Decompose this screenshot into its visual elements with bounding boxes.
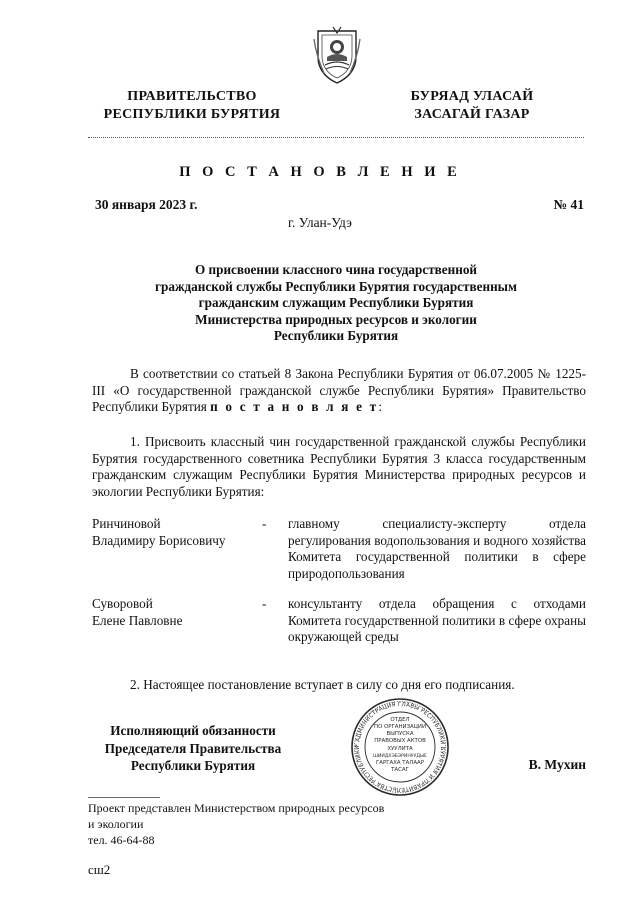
subject-line: Республики Бурятия xyxy=(273,328,399,343)
row-dash: - xyxy=(262,596,267,611)
signatory-line: Председателя Правительства xyxy=(104,740,282,756)
intro-paragraph xyxy=(92,366,586,416)
document-city: г. Улан-Удэ xyxy=(288,215,352,230)
person-position: главному специалисту-эксперту отдела регулирования водопользования и водного хозяйства Комитета государственной политики в сфере природопользования xyxy=(288,516,586,581)
person-given-names: Владимиру Борисовичу xyxy=(92,532,226,548)
person-given-names: Елене Павловне xyxy=(92,612,183,628)
intro-colon: : xyxy=(378,399,382,415)
person-name xyxy=(92,596,262,629)
seal-ring-text: * АДМИНИСТРАЦИЯ ГЛАВЫ РЕСПУБЛИКИ БУРЯТИЯ И ПРАВИТЕЛЬСТВА РЕСПУБЛИКИ xyxy=(354,701,446,793)
header-right-line2: ЗАСАГАЙ ГАЗАР xyxy=(414,107,530,122)
svg-text:* АДМИНИСТРАЦИЯ ГЛАВЫ РЕСПУБЛИ xyxy=(350,697,445,792)
header-left xyxy=(92,88,292,124)
subject-line: Министерства природных ресурсов и экологии xyxy=(195,311,477,327)
table-row xyxy=(92,596,586,666)
header-right-line1: БУРЯАД УЛАСАЙ xyxy=(410,89,534,104)
header-right xyxy=(392,88,552,124)
footnote-line: и экологии xyxy=(88,817,144,831)
header-left-line2: РЕСПУБЛИКИ БУРЯТИЯ xyxy=(103,107,281,122)
subject-line: гражданским служащим Республики Бурятия xyxy=(198,295,474,310)
signatory-title xyxy=(88,722,298,775)
document-subject xyxy=(88,262,584,345)
document-number: № 41 xyxy=(553,197,584,212)
seal-line: ТАСАГ xyxy=(391,767,409,773)
intro-text: В соответствии со статьей 8 Закона Республики Бурятия от 06.07.2005 № 1225-III «О государственной гражданской службе Республики Бурятия» Правительство Республики Бурятия xyxy=(92,366,586,415)
coat-of-arms-icon xyxy=(312,25,362,85)
signatory-line: Республики Бурятия xyxy=(130,758,256,773)
footnote-line: Проект представлен Министерством природных ресурсов xyxy=(88,801,385,815)
seal-line: ВЫПУСКА xyxy=(386,731,414,737)
subject-line: гражданской службы Республики Бурятия государственным xyxy=(155,278,517,294)
subject-line: О присвоении классного чина государственной xyxy=(194,262,478,277)
person-surname: Суворовой xyxy=(92,596,153,611)
person-name xyxy=(92,516,262,549)
seal-line: ГАРГАХА ТАЛААР xyxy=(376,760,424,766)
persons-table xyxy=(92,516,586,666)
official-seal-icon xyxy=(350,697,450,797)
document-type: П О С Т А Н О В Л Е Н И Е xyxy=(179,164,461,180)
person-position: консультанту отдела обращения с отходами Комитета государственной политики в сфере охраны окружающей среды xyxy=(288,596,586,645)
item-2: 2. Настоящее постановление вступает в силу со дня его подписания. xyxy=(130,677,515,692)
header-left-line1: ПРАВИТЕЛЬСТВО xyxy=(127,89,257,104)
footnote-line: тел. 46-64-88 xyxy=(88,833,155,847)
seal-line: ОТДЕЛ xyxy=(390,717,410,723)
item-1: 1. Присвоить классный чин государственной гражданской службы Республики Бурятия государственного советника Республики Бурятия 3 класса государственным гражданским служащим Республики Бурятия Министерства природных ресурсов и экологии Республики Бурятия: xyxy=(92,434,586,499)
document-date: 30 января 2023 г. xyxy=(95,197,198,212)
seal-line: ШИИДХЭБЭРИНУУДЫЕ xyxy=(373,754,427,759)
signatory-name: В. Мухин xyxy=(528,757,586,772)
person-surname: Ринчиновой xyxy=(92,516,161,531)
seal-line: ПРАВОВЫХ АКТОВ xyxy=(374,738,426,744)
seal-line: ПО ОРГАНИЗАЦИИ xyxy=(374,724,426,730)
signatory-line: Исполняющий обязанности xyxy=(110,723,276,738)
footnote-divider xyxy=(88,797,160,798)
row-dash: - xyxy=(262,516,267,531)
seal-line: ХУУЛИТА xyxy=(387,746,413,752)
footnote xyxy=(88,800,508,848)
document-code: сш2 xyxy=(88,862,111,877)
header-divider xyxy=(88,137,584,138)
table-row xyxy=(92,516,586,594)
decree-word: п о с т а н о в л я е т xyxy=(210,399,379,415)
